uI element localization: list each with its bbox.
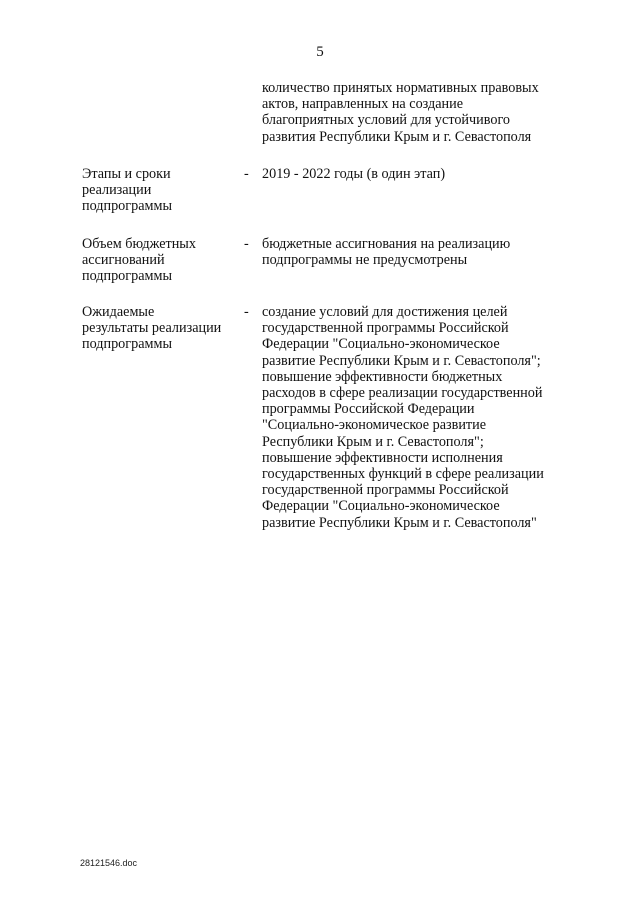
- value-line: государственной программы Российской: [262, 482, 509, 499]
- row-value-budget: [262, 236, 582, 268]
- label-line: ассигнований: [82, 252, 165, 269]
- value-line: Федерации "Социально-экономическое: [262, 498, 500, 515]
- value-line: программы Российской Федерации: [262, 401, 475, 418]
- value-line: государственных функций в сфере реализации: [262, 466, 544, 483]
- label-line: подпрограммы: [82, 268, 172, 285]
- text-line: количество принятых нормативных правовых: [262, 80, 539, 96]
- text-line: благоприятных условий для устойчивого: [262, 112, 511, 129]
- row-dash: -: [244, 166, 249, 182]
- row-value-stages: [262, 166, 582, 182]
- label-line: подпрограммы: [82, 336, 172, 353]
- value-line: повышение эффективности бюджетных: [262, 368, 503, 385]
- value-line: "Социально-экономическое развитие: [262, 417, 486, 434]
- row-dash: -: [244, 236, 249, 252]
- value-line: 2019 - 2022 годы (в один этап): [262, 166, 446, 182]
- value-line: развитие Республики Крым и г. Севастополя": [262, 514, 537, 531]
- value-line: Федерации "Социально-экономическое: [262, 336, 500, 353]
- text-line: актов, направленных на создание: [262, 96, 464, 113]
- page-number: 5: [316, 44, 324, 60]
- label-line: Ожидаемые: [82, 304, 155, 320]
- value-line: государственной программы Российской: [262, 320, 509, 337]
- row-label-budget: [82, 236, 242, 285]
- row-value-results: [262, 304, 582, 531]
- value-line: подпрограммы не предусмотрены: [262, 252, 468, 269]
- value-line: расходов в сфере реализации государственной: [262, 385, 543, 402]
- text-line: развития Республики Крым и г. Севастополя: [262, 128, 532, 145]
- row-label-results: [82, 304, 242, 353]
- document-filename: 28121546.doc: [80, 858, 138, 868]
- label-line: Этапы и сроки: [82, 166, 171, 182]
- value-line: бюджетные ассигнования на реализацию: [262, 236, 511, 252]
- value-line: создание условий для достижения целей: [262, 304, 508, 320]
- row-dash: -: [244, 304, 249, 320]
- row-label-stages: [82, 166, 242, 215]
- label-line: результаты реализации: [82, 320, 222, 337]
- value-line: развитие Республики Крым и г. Севастополя";: [262, 352, 541, 369]
- label-line: подпрограммы: [82, 198, 172, 215]
- value-line: Республики Крым и г. Севастополя";: [262, 433, 484, 450]
- continuation-text: [262, 80, 582, 145]
- label-line: реализации: [82, 182, 152, 199]
- value-line: повышение эффективности исполнения: [262, 449, 503, 466]
- label-line: Объем бюджетных: [82, 236, 196, 252]
